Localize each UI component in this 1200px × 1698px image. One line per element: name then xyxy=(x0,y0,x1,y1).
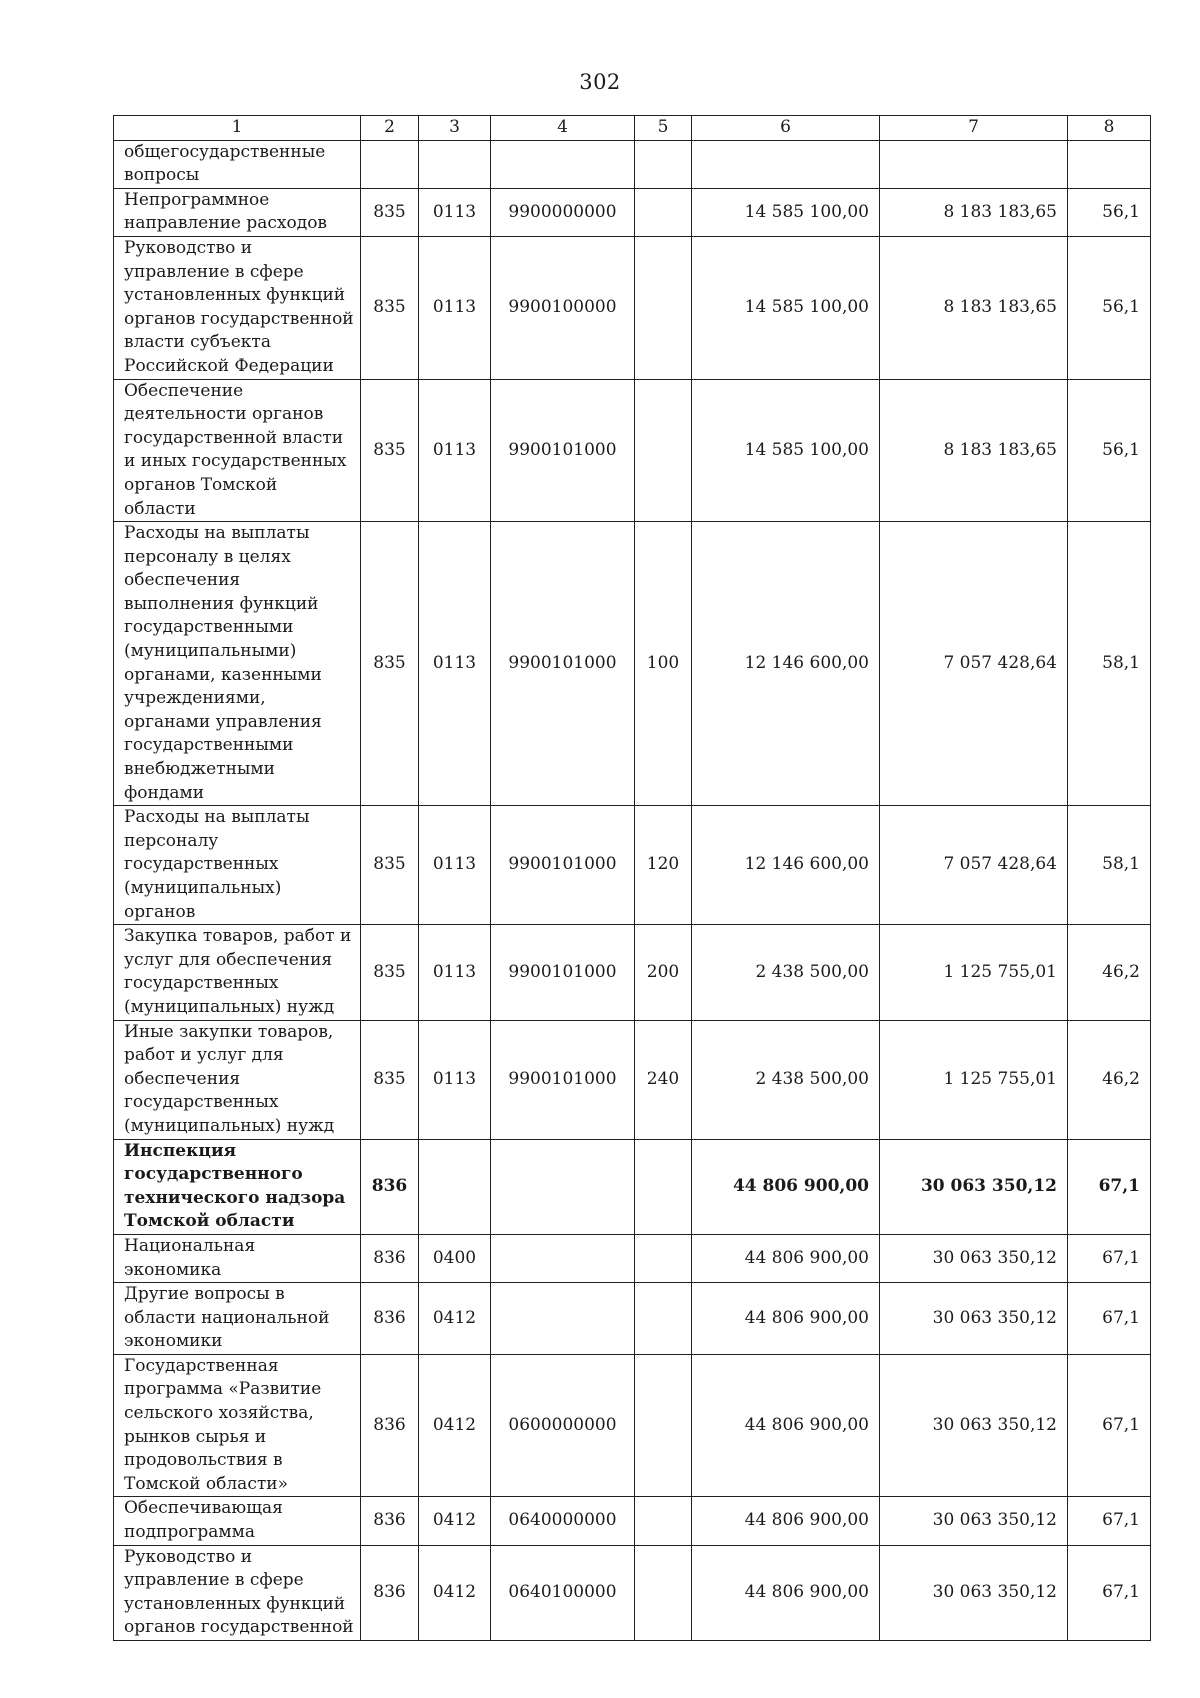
cell-plan-amount xyxy=(692,140,880,188)
cell-percent: 56,1 xyxy=(1068,188,1151,236)
cell-actual-amount: 1 125 755,01 xyxy=(880,1020,1068,1139)
cell-expense-type xyxy=(635,1354,692,1497)
cell-expense-type: 120 xyxy=(635,806,692,925)
cell-percent: 46,2 xyxy=(1068,1020,1151,1139)
cell-percent: 58,1 xyxy=(1068,806,1151,925)
cell-section-code: 0113 xyxy=(419,379,491,522)
cell-section-code: 0113 xyxy=(419,236,491,379)
cell-plan-amount: 44 806 900,00 xyxy=(692,1354,880,1497)
cell-target-code xyxy=(491,1139,635,1234)
table-row xyxy=(114,1283,1151,1355)
cell-admin-code: 836 xyxy=(361,1283,419,1355)
cell-admin-code: 836 xyxy=(361,1497,419,1545)
cell-target-code: 9900101000 xyxy=(491,379,635,522)
page-number: 302 xyxy=(579,70,621,94)
cell-percent: 67,1 xyxy=(1068,1283,1151,1355)
cell-plan-amount: 14 585 100,00 xyxy=(692,379,880,522)
cell-percent: 67,1 xyxy=(1068,1497,1151,1545)
cell-expense-type xyxy=(635,1234,692,1282)
cell-name: Руководство и управление в сфере установленных функций органов государственной власти субъекта Российской Федерации xyxy=(114,236,361,379)
cell-name: Другие вопросы в области национальной экономики xyxy=(114,1283,361,1355)
cell-target-code: 9900000000 xyxy=(491,188,635,236)
cell-actual-amount: 30 063 350,12 xyxy=(880,1354,1068,1497)
cell-admin-code: 835 xyxy=(361,379,419,522)
cell-plan-amount: 12 146 600,00 xyxy=(692,806,880,925)
cell-target-code: 0640000000 xyxy=(491,1497,635,1545)
cell-expense-type xyxy=(635,1545,692,1640)
cell-actual-amount: 7 057 428,64 xyxy=(880,806,1068,925)
cell-expense-type xyxy=(635,236,692,379)
table-body xyxy=(114,116,1151,1641)
table-row xyxy=(114,1545,1151,1640)
cell-expense-type: 100 xyxy=(635,522,692,806)
cell-plan-amount: 12 146 600,00 xyxy=(692,522,880,806)
cell-percent: 46,2 xyxy=(1068,925,1151,1020)
cell-admin-code: 835 xyxy=(361,188,419,236)
cell-percent: 56,1 xyxy=(1068,379,1151,522)
table-row xyxy=(114,379,1151,522)
table-row xyxy=(114,522,1151,806)
cell-section-code: 0412 xyxy=(419,1497,491,1545)
cell-target-code: 0600000000 xyxy=(491,1354,635,1497)
cell-actual-amount: 7 057 428,64 xyxy=(880,522,1068,806)
cell-target-code: 0640100000 xyxy=(491,1545,635,1640)
cell-name: Обеспечение деятельности органов государственной власти и иных государственных органов Томской области xyxy=(114,379,361,522)
cell-admin-code xyxy=(361,140,419,188)
cell-section-code: 0113 xyxy=(419,522,491,806)
cell-target-code: 9900100000 xyxy=(491,236,635,379)
cell-percent: 58,1 xyxy=(1068,522,1151,806)
cell-section-code: 0400 xyxy=(419,1234,491,1282)
cell-actual-amount: 8 183 183,65 xyxy=(880,236,1068,379)
cell-admin-code: 836 xyxy=(361,1354,419,1497)
table-row xyxy=(114,1354,1151,1497)
header-row xyxy=(114,116,1151,141)
header-col-6: 6 xyxy=(692,116,880,141)
table-row xyxy=(114,188,1151,236)
cell-actual-amount: 8 183 183,65 xyxy=(880,379,1068,522)
cell-name: Инспекция государственного технического надзора Томской области xyxy=(114,1139,361,1234)
header-col-2: 2 xyxy=(361,116,419,141)
cell-plan-amount: 14 585 100,00 xyxy=(692,236,880,379)
cell-name: Обеспечивающая подпрограмма xyxy=(114,1497,361,1545)
cell-section-code: 0113 xyxy=(419,1020,491,1139)
cell-target-code: 9900101000 xyxy=(491,522,635,806)
cell-admin-code: 835 xyxy=(361,236,419,379)
cell-name: Национальная экономика xyxy=(114,1234,361,1282)
table-row xyxy=(114,1497,1151,1545)
cell-section-code: 0412 xyxy=(419,1354,491,1497)
cell-plan-amount: 14 585 100,00 xyxy=(692,188,880,236)
cell-target-code xyxy=(491,1234,635,1282)
cell-target-code xyxy=(491,1283,635,1355)
table-row xyxy=(114,806,1151,925)
cell-expense-type xyxy=(635,1283,692,1355)
cell-name: Иные закупки товаров, работ и услуг для обеспечения государственных (муниципальных) нужд xyxy=(114,1020,361,1139)
cell-plan-amount: 44 806 900,00 xyxy=(692,1545,880,1640)
cell-plan-amount: 2 438 500,00 xyxy=(692,925,880,1020)
cell-section-code: 0113 xyxy=(419,188,491,236)
cell-expense-type xyxy=(635,1497,692,1545)
cell-name: Государственная программа «Развитие сельского хозяйства, рынков сырья и продовольствия в Томской области» xyxy=(114,1354,361,1497)
cell-plan-amount: 44 806 900,00 xyxy=(692,1139,880,1234)
cell-actual-amount: 1 125 755,01 xyxy=(880,925,1068,1020)
header-col-4: 4 xyxy=(491,116,635,141)
cell-expense-type xyxy=(635,1139,692,1234)
cell-plan-amount: 44 806 900,00 xyxy=(692,1497,880,1545)
cell-percent xyxy=(1068,140,1151,188)
cell-percent: 56,1 xyxy=(1068,236,1151,379)
budget-table xyxy=(113,115,1151,1641)
cell-expense-type xyxy=(635,140,692,188)
cell-admin-code: 836 xyxy=(361,1234,419,1282)
header-col-7: 7 xyxy=(880,116,1068,141)
cell-admin-code: 835 xyxy=(361,806,419,925)
cell-admin-code: 836 xyxy=(361,1139,419,1234)
cell-section-code: 0113 xyxy=(419,806,491,925)
table-row xyxy=(114,140,1151,188)
cell-name: общегосударственные вопросы xyxy=(114,140,361,188)
header-col-5: 5 xyxy=(635,116,692,141)
cell-target-code xyxy=(491,140,635,188)
cell-target-code: 9900101000 xyxy=(491,806,635,925)
cell-target-code: 9900101000 xyxy=(491,1020,635,1139)
cell-percent: 67,1 xyxy=(1068,1234,1151,1282)
cell-expense-type: 200 xyxy=(635,925,692,1020)
cell-name: Непрограммное направление расходов xyxy=(114,188,361,236)
cell-expense-type xyxy=(635,188,692,236)
cell-actual-amount: 30 063 350,12 xyxy=(880,1497,1068,1545)
cell-name: Расходы на выплаты персоналу государственных (муниципальных) органов xyxy=(114,806,361,925)
cell-expense-type xyxy=(635,379,692,522)
cell-actual-amount: 30 063 350,12 xyxy=(880,1545,1068,1640)
cell-actual-amount: 30 063 350,12 xyxy=(880,1139,1068,1234)
cell-actual-amount: 30 063 350,12 xyxy=(880,1234,1068,1282)
table-row xyxy=(114,1234,1151,1282)
cell-admin-code: 835 xyxy=(361,925,419,1020)
cell-section-code: 0412 xyxy=(419,1283,491,1355)
cell-actual-amount xyxy=(880,140,1068,188)
cell-admin-code: 835 xyxy=(361,522,419,806)
header-col-8: 8 xyxy=(1068,116,1151,141)
cell-section-code xyxy=(419,1139,491,1234)
table-row xyxy=(114,1020,1151,1139)
table-row xyxy=(114,236,1151,379)
cell-percent: 67,1 xyxy=(1068,1354,1151,1497)
cell-admin-code: 835 xyxy=(361,1020,419,1139)
table-row xyxy=(114,1139,1151,1234)
cell-name: Расходы на выплаты персоналу в целях обеспечения выполнения функций государственными (муниципальными) органами, казенными учреждениями, органами управления государственными внебюджетными фондами xyxy=(114,522,361,806)
cell-plan-amount: 44 806 900,00 xyxy=(692,1283,880,1355)
cell-admin-code: 836 xyxy=(361,1545,419,1640)
cell-section-code: 0412 xyxy=(419,1545,491,1640)
cell-actual-amount: 8 183 183,65 xyxy=(880,188,1068,236)
cell-plan-amount: 2 438 500,00 xyxy=(692,1020,880,1139)
header-col-3: 3 xyxy=(419,116,491,141)
cell-name: Закупка товаров, работ и услуг для обеспечения государственных (муниципальных) нужд xyxy=(114,925,361,1020)
cell-percent: 67,1 xyxy=(1068,1545,1151,1640)
cell-section-code: 0113 xyxy=(419,925,491,1020)
table-row xyxy=(114,925,1151,1020)
cell-target-code: 9900101000 xyxy=(491,925,635,1020)
header-col-1: 1 xyxy=(114,116,361,141)
cell-expense-type: 240 xyxy=(635,1020,692,1139)
cell-plan-amount: 44 806 900,00 xyxy=(692,1234,880,1282)
cell-actual-amount: 30 063 350,12 xyxy=(880,1283,1068,1355)
cell-percent: 67,1 xyxy=(1068,1139,1151,1234)
cell-section-code xyxy=(419,140,491,188)
cell-name: Руководство и управление в сфере установленных функций органов государственной xyxy=(114,1545,361,1640)
